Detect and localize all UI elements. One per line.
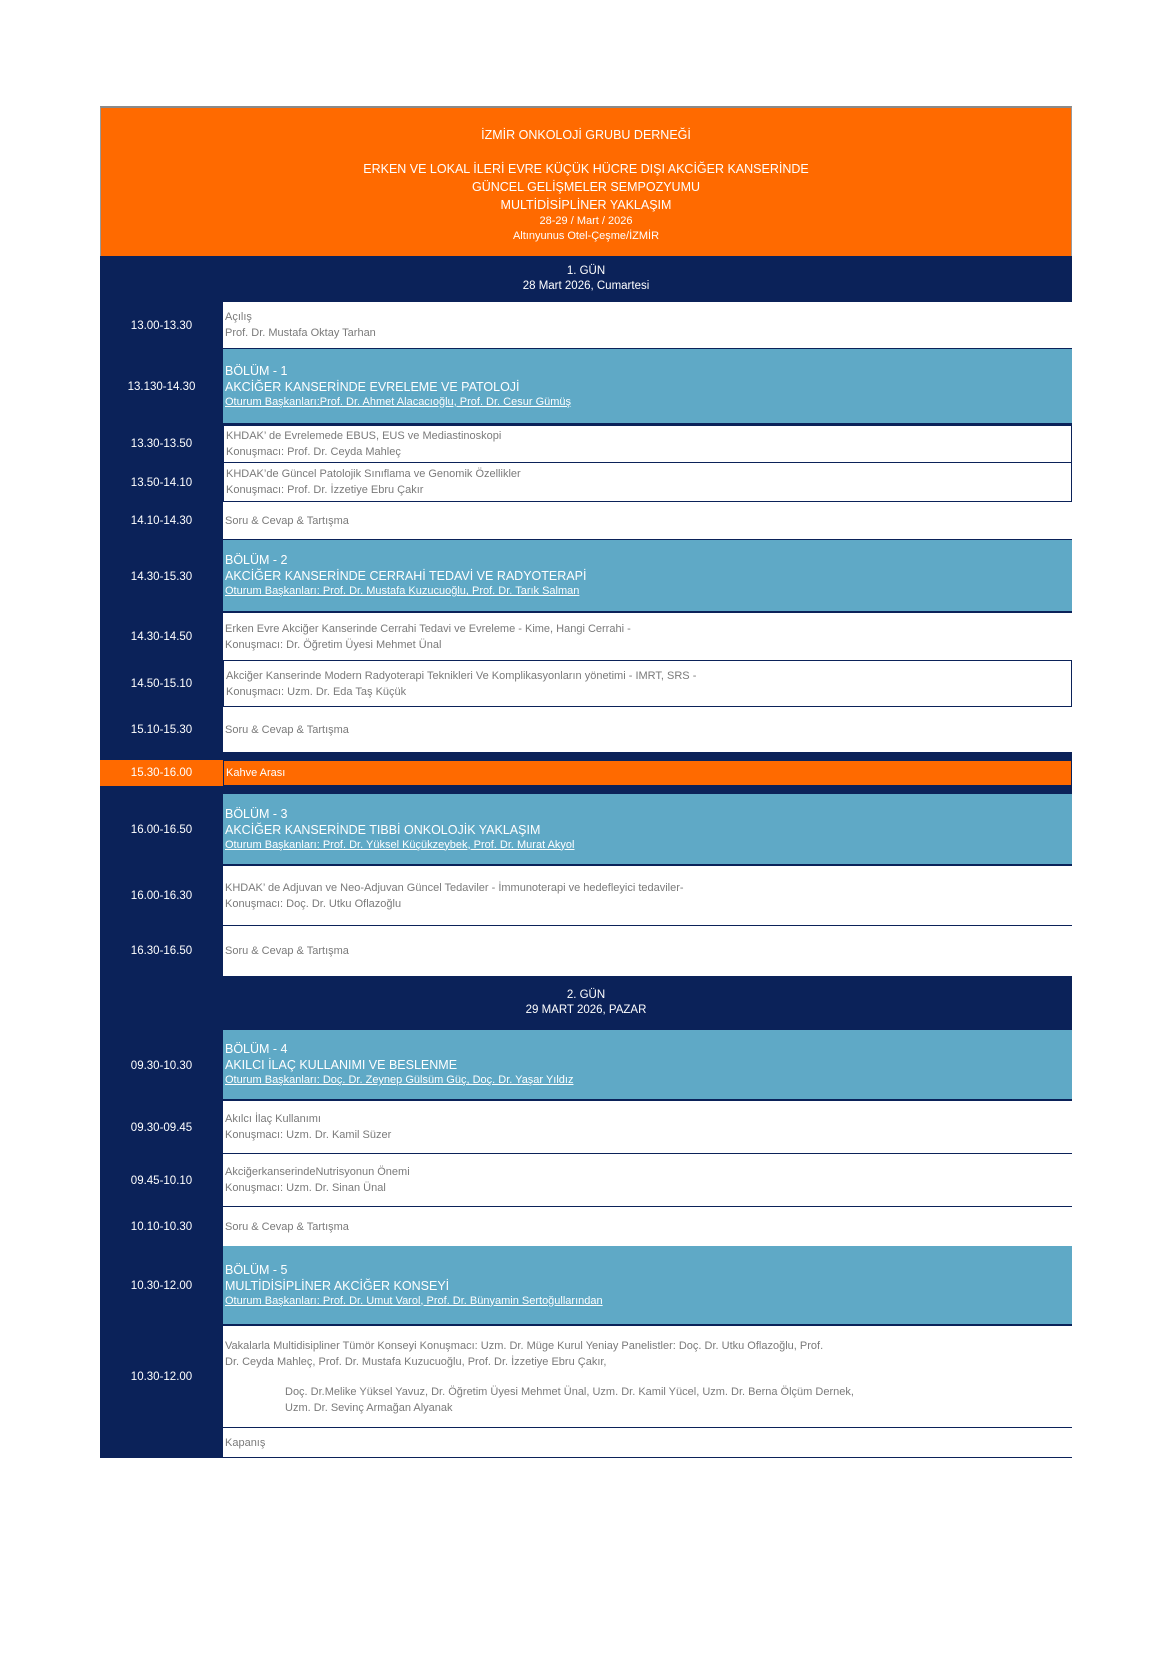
talk-speaker: Konuşmacı: Doç. Dr. Utku Oflazoğlu — [225, 897, 402, 910]
content-cell — [223, 302, 1072, 349]
day1-date: 28 Mart 2026, Cumartesi — [522, 280, 650, 292]
section-label: BÖLÜM - 2 — [225, 553, 288, 567]
talk-title: Akciğer Kanserinde Modern Radyoterapi Teknikleri Ve Komplikasyonların yönetimi - IMRT, SRS - — [226, 669, 697, 682]
day1-label: 1. GÜN — [566, 265, 606, 277]
talk-speaker: Konuşmacı: Dr. Öğretim Üyesi Mehmet Ünal — [225, 638, 442, 651]
row-speaker: Prof. Dr. Mustafa Oktay Tarhan — [225, 327, 376, 339]
council-line: Vakalarla Multidisipliner Tümör Konseyi Konuşmacı: Uzm. Dr. Müge Kurul Yeniay Panelistler: Doç. Dr. Utku Oflazoğlu, Prof. — [225, 1339, 824, 1352]
time-cell: 14.50-15.10 — [100, 661, 223, 707]
day2-label: 2. GÜN — [566, 989, 606, 1001]
row-talk — [100, 425, 1072, 463]
content-cell — [223, 463, 1072, 502]
symposium-title-line1: ERKEN VE LOKAL İLERİ EVRE KÜÇÜK HÜCRE DIŞI AKCİĞER KANSERİNDE — [363, 162, 809, 176]
row-qa — [100, 707, 1072, 752]
talk-title: KHDAK’ de Adjuvan ve Neo-Adjuvan Güncel Tedaviler - İmmunoterapi ve hedefleyici tedaviler- — [225, 881, 684, 894]
section-cell — [223, 1030, 1072, 1101]
section-cell — [223, 540, 1072, 613]
row-qa — [100, 502, 1072, 540]
qa-label: Soru & Cevap & Tartışma — [225, 514, 349, 527]
talk-speaker: Konuşmacı: Uzm. Dr. Kamil Süzer — [225, 1129, 392, 1141]
content-cell — [223, 425, 1072, 463]
council-line: Uzm. Dr. Sevinç Armağan Alyanak — [285, 1401, 453, 1414]
time-cell: 09.30-10.30 — [100, 1030, 223, 1101]
row-coffee-break — [100, 760, 1072, 786]
row-talk — [100, 463, 1072, 502]
content-cell — [223, 613, 1072, 661]
symposium-dates: 28-29 / Mart / 2026 — [539, 215, 633, 227]
row-talk — [100, 1154, 1072, 1207]
time-cell: 09.30-09.45 — [100, 1101, 223, 1154]
time-cell: 13.00-13.30 — [100, 302, 223, 349]
section-title: AKCİĞER KANSERİNDE TIBBİ ONKOLOJİK YAKLAŞIM — [225, 822, 541, 837]
closing-label: Kapanış — [225, 1436, 266, 1449]
row-section-1 — [100, 349, 1072, 425]
row-closing — [100, 1428, 1072, 1458]
content-cell — [223, 1154, 1072, 1207]
content-cell — [223, 1207, 1072, 1246]
row-qa — [100, 1207, 1072, 1246]
time-cell: 10.30-12.00 — [100, 1246, 223, 1326]
time-cell: 14.30-15.30 — [100, 540, 223, 613]
session-chairs: Oturum Başkanları: Prof. Dr. Mustafa Kuzucuoğlu, Prof. Dr. Tarık Salman — [225, 585, 580, 597]
row-talk — [100, 661, 1072, 707]
section-title: MULTİDİSİPLİNER AKCİĞER KONSEYİ — [225, 1278, 450, 1293]
divider-strip — [100, 786, 1072, 794]
section-cell — [223, 794, 1072, 866]
time-cell: 13.30-13.50 — [100, 425, 223, 463]
talk-speaker: Konuşmacı: Uzm. Dr. Sinan Ünal — [225, 1182, 386, 1194]
talk-speaker: Konuşmacı: Uzm. Dr. Eda Taş Küçük — [226, 685, 407, 698]
time-cell: 13.50-14.10 — [100, 463, 223, 502]
content-cell — [223, 1428, 1072, 1458]
content-cell — [223, 760, 1072, 786]
session-chairs: Oturum Başkanları: Prof. Dr. Yüksel Küçükzeybek, Prof. Dr. Murat Akyol — [225, 838, 575, 851]
talk-title: AkciğerkanserindeNutrisyonun Önemi — [225, 1166, 410, 1178]
day2-date: 29 MART 2026, PAZAR — [525, 1004, 647, 1016]
section-label: BÖLÜM - 1 — [225, 363, 288, 378]
session-chairs: Oturum Başkanları: Prof. Dr. Umut Varol, Prof. Dr. Bünyamin Sertoğullarından — [225, 1294, 603, 1307]
content-cell — [223, 926, 1072, 976]
council-line: Dr. Ceyda Mahleç, Prof. Dr. Mustafa Kuzucuoğlu, Prof. Dr. İzzetiye Ebru Çakır, — [225, 1355, 607, 1368]
qa-label: Soru & Cevap & Tartışma — [225, 1220, 349, 1233]
symposium-venue: Altınyunus Otel-Çeşme/İZMİR — [512, 230, 660, 242]
time-cell — [100, 1428, 223, 1458]
content-cell — [223, 1326, 1072, 1428]
section-title: AKCİĞER KANSERİNDE CERRAHİ TEDAVİ VE RADYOTERAPİ — [225, 569, 587, 583]
symposium-title-line2: GÜNCEL GELİŞMELER SEMPOZYUMU — [471, 180, 701, 194]
row-talk — [100, 866, 1072, 926]
talk-title: KHDAK’de Güncel Patolojik Sınıflama ve Genomik Özellikler — [226, 468, 521, 480]
symposium-title-line3: MULTİDİSİPLİNER YAKLAŞIM — [500, 198, 672, 212]
row-talk — [100, 1101, 1072, 1154]
time-cell: 16.00-16.50 — [100, 794, 223, 866]
section-label: BÖLÜM - 4 — [225, 1042, 288, 1056]
row-section-2 — [100, 540, 1072, 613]
talk-title: Akılcı İlaç Kullanımı — [225, 1113, 321, 1125]
time-cell: 14.10-14.30 — [100, 502, 223, 540]
council-line: Doç. Dr.Melike Yüksel Yavuz, Dr. Öğretim Üyesi Mehmet Ünal, Uzm. Dr. Kamil Yücel, Uzm. Dr. Berna Ölçüm Dernek, — [285, 1385, 854, 1398]
row-opening — [100, 302, 1072, 349]
session-chairs: Oturum Başkanları: Doç. Dr. Zeynep Gülsüm Güç, Doç. Dr. Yaşar Yıldız — [225, 1074, 574, 1086]
section-label: BÖLÜM - 3 — [225, 806, 288, 821]
time-cell: 10.30-12.00 — [100, 1326, 223, 1428]
content-cell — [223, 866, 1072, 926]
qa-label: Soru & Cevap & Tartışma — [225, 723, 349, 736]
section-title: AKILCI İLAÇ KULLANIMI VE BESLENME — [225, 1058, 458, 1072]
time-cell: 16.00-16.30 — [100, 866, 223, 926]
day2-header — [100, 976, 1072, 1030]
program-sheet — [100, 106, 1072, 1458]
qa-label: Soru & Cevap & Tartışma — [225, 945, 349, 957]
row-title: Açılış — [225, 311, 252, 323]
time-cell: 13.130-14.30 — [100, 349, 223, 425]
row-qa — [100, 926, 1072, 976]
divider-strip — [100, 752, 1072, 760]
talk-speaker: Konuşmacı: Prof. Dr. Ceyda Mahleç — [226, 446, 401, 458]
row-council — [100, 1326, 1072, 1428]
day1-header — [100, 256, 1072, 302]
time-cell: 14.30-14.50 — [100, 613, 223, 661]
section-title: AKCİĞER KANSERİNDE EVRELEME VE PATOLOJİ — [225, 379, 520, 394]
row-section-5 — [100, 1246, 1072, 1326]
talk-title: Erken Evre Akciğer Kanserinde Cerrahi Tedavi ve Evreleme - Kime, Hangi Cerrahi - — [225, 622, 631, 635]
time-cell: 10.10-10.30 — [100, 1207, 223, 1246]
section-cell — [223, 1246, 1072, 1326]
program-header — [100, 106, 1072, 256]
coffee-break-label: Kahve Arası — [226, 767, 286, 779]
time-cell: 15.30-16.00 — [100, 760, 223, 786]
content-cell — [223, 1101, 1072, 1154]
organization-name: İZMİR ONKOLOJİ GRUBU DERNEĞİ — [481, 128, 691, 142]
time-cell: 15.10-15.30 — [100, 707, 223, 752]
session-chairs: Oturum Başkanları:Prof. Dr. Ahmet Alacacıoğlu, Prof. Dr. Cesur Gümüş — [225, 395, 572, 408]
section-label: BÖLÜM - 5 — [225, 1262, 288, 1277]
time-cell: 09.45-10.10 — [100, 1154, 223, 1207]
row-section-4 — [100, 1030, 1072, 1101]
talk-speaker: Konuşmacı: Prof. Dr. İzzetiye Ebru Çakır — [226, 484, 424, 496]
content-cell — [223, 707, 1072, 752]
section-cell — [223, 349, 1072, 425]
content-cell — [223, 661, 1072, 707]
time-cell: 16.30-16.50 — [100, 926, 223, 976]
content-cell — [223, 502, 1072, 540]
row-section-3 — [100, 794, 1072, 866]
row-talk — [100, 613, 1072, 661]
talk-title: KHDAK’ de Evrelemede EBUS, EUS ve Mediastinoskopi — [226, 430, 502, 442]
